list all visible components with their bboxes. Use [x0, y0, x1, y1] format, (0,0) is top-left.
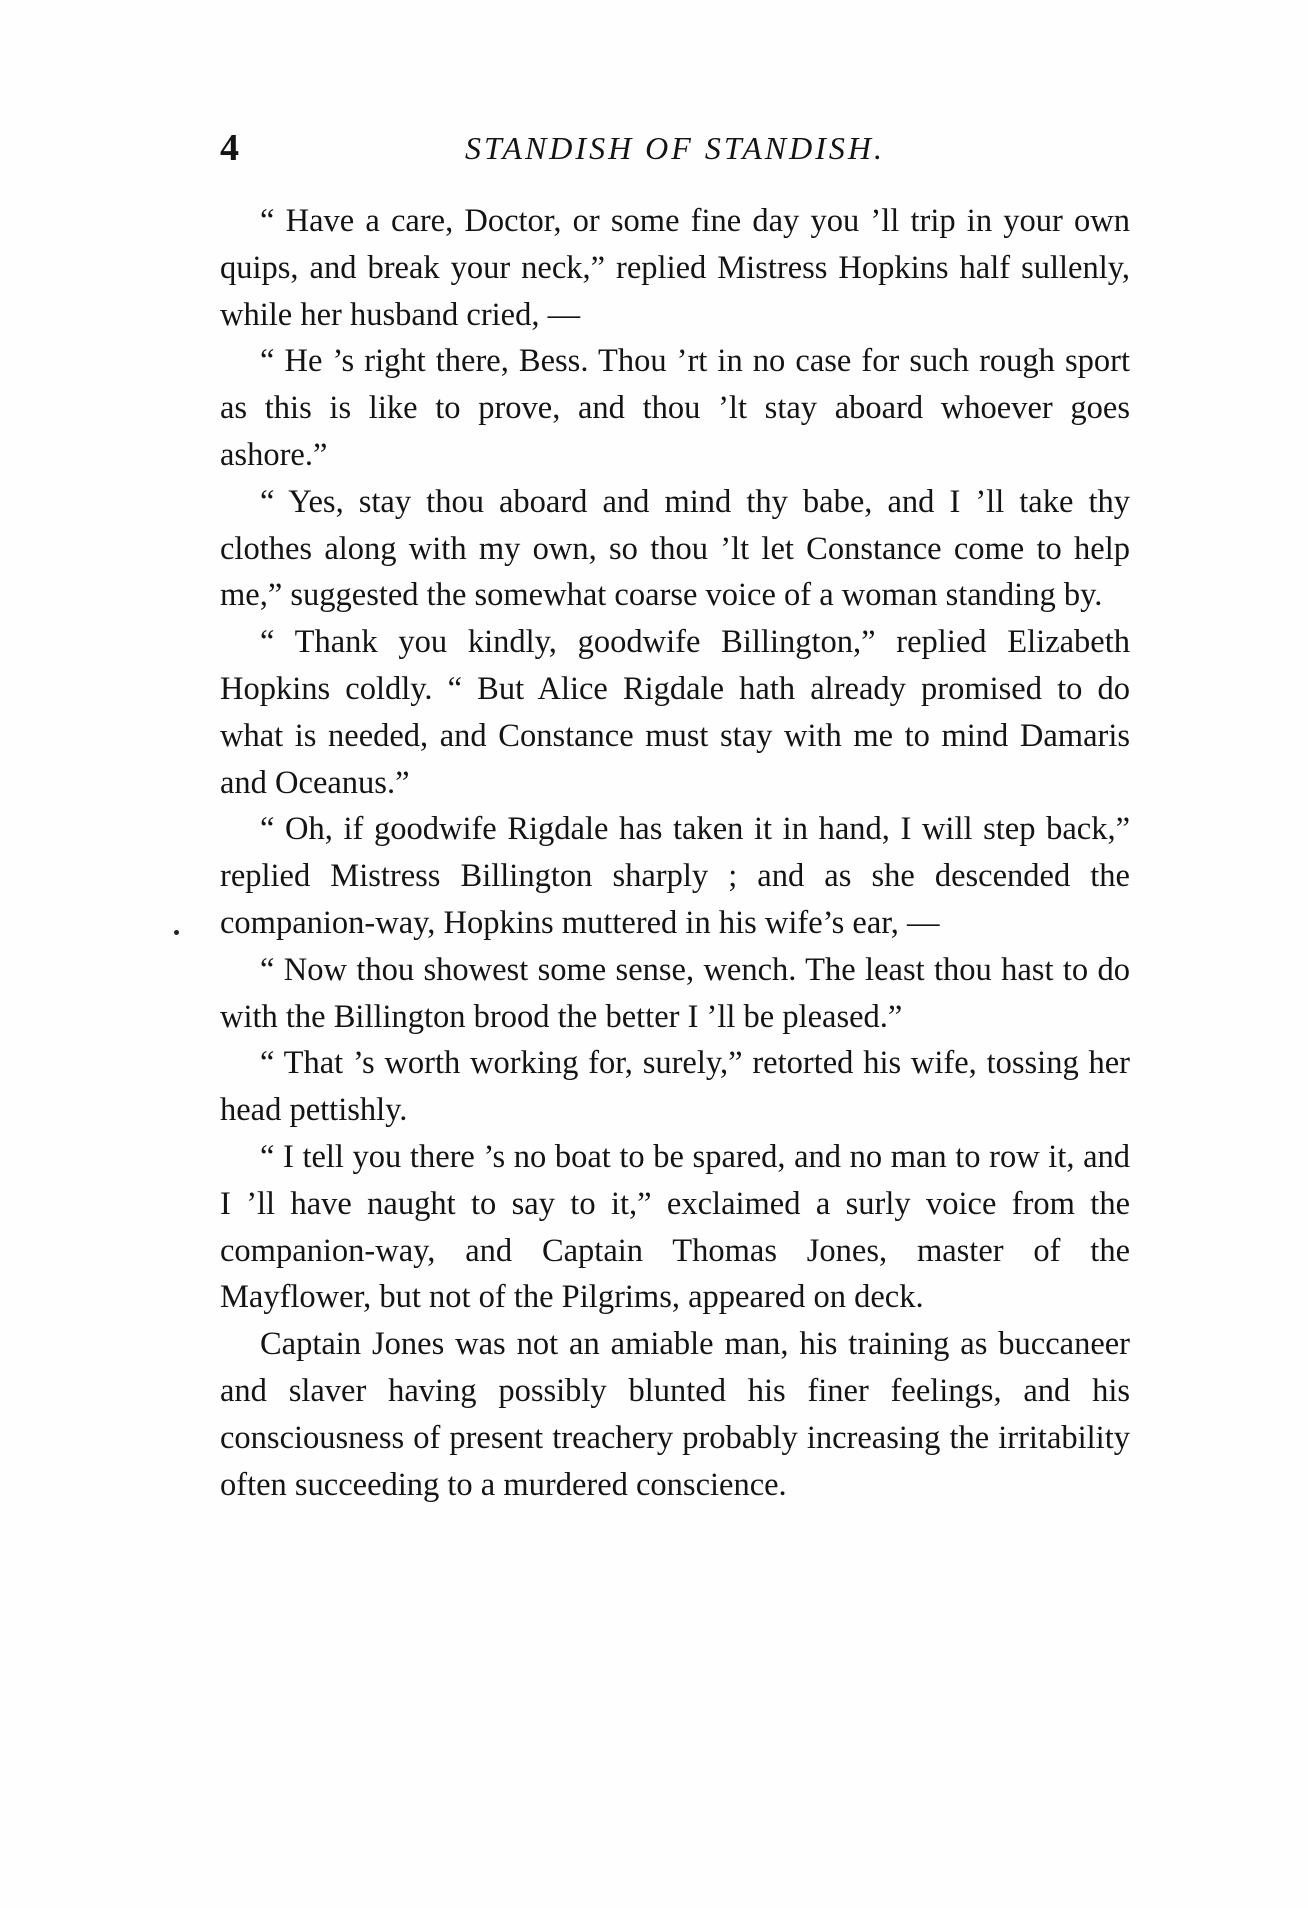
- paragraph: “ Have a care, Doctor, or some fine day you ’ll trip in your own quips, and break your neck,” replied Mistress Hopkins half sullenly, while her husband cried, —: [220, 203, 1130, 333]
- paragraph: “ Now thou showest some sense, wench. The least thou hast to do with the Billington brood the better I ’ll be pleased.”: [220, 951, 1130, 1035]
- paragraph: “ That ’s worth working for, surely,” retorted his wife, tossing her head pettishly.: [220, 1045, 1130, 1129]
- paragraph: “ Thank you kindly, goodwife Billington,” replied Elizabeth Hopkins coldly. “ But Alice Rigdale hath already promised to do what is needed, and Constance must stay with me to mind Damaris and Oceanus.”: [220, 624, 1130, 801]
- body-text: [220, 198, 1130, 1508]
- paragraph: “ Yes, stay thou aboard and mind thy babe, and I ’ll take thy clothes along with my own, so thou ’lt let Constance come to help me,” suggested the somewhat coarse voice of a woman standing by.: [220, 483, 1130, 614]
- paragraph: Captain Jones was not an amiable man, his training as buccaneer and slaver having possibly blunted his finer feelings, and his consciousness of present treachery probably increasing the irritability often succeeding to a murdered conscience.: [220, 1326, 1130, 1503]
- ink-speck: [174, 930, 179, 935]
- page-number: 4: [220, 127, 239, 169]
- page-header: [220, 118, 1130, 178]
- paragraph: “ I tell you there ’s no boat to be spared, and no man to row it, and I ’ll have naught to say to it,” exclaimed a surly voice from the companion-way, and Captain Thomas Jones, master of the Mayflower, but not of the Pilgrims, appeared on deck.: [220, 1138, 1130, 1316]
- running-title: STANDISH OF STANDISH.: [464, 130, 886, 166]
- paragraph: “ Oh, if goodwife Rigdale has taken it in hand, I will step back,” replied Mistress Billington sharply ; and as she descended the companion-way, Hopkins muttered in his wife’s ear, —: [220, 811, 1130, 941]
- paragraph: “ He ’s right there, Bess. Thou ’rt in no case for such rough sport as this is like to prove, and thou ’lt stay aboard whoever goes ashore.”: [220, 343, 1130, 473]
